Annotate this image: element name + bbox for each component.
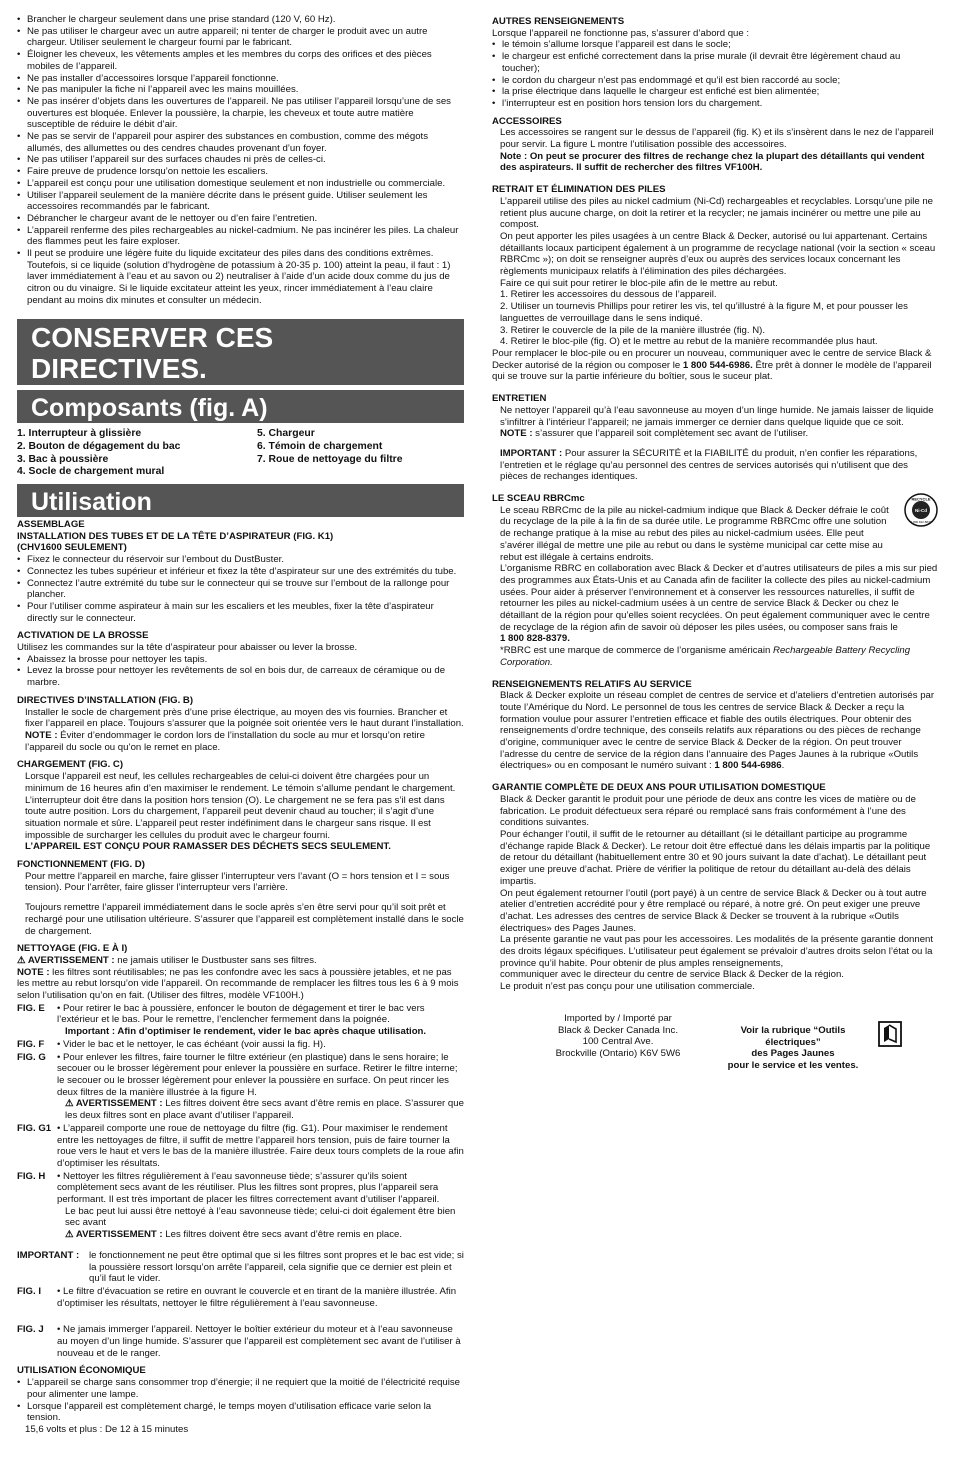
note-line: électriques” — [765, 1036, 821, 1048]
section-heading: ACTIVATION DE LA BROSSE — [17, 630, 149, 642]
footer — [528, 1013, 938, 1072]
component-item: 5. Chargeur — [257, 428, 315, 440]
list-item: • Connectez l’autre extrémité du tube sur le connecteur qui se trouve sur l’embout de la rallonge pour plancher. — [17, 578, 464, 601]
paragraph: Faire ce qui suit pour retirer le bloc-pile afin de le mettre au rebut. — [500, 277, 778, 289]
text: . — [781, 760, 785, 772]
fig-text: • L’appareil comporte une roue de nettoyage du filtre (fig. G1). Pour maximiser le rendement entre les nettoyages de filtre, il suffit de mettre l’appareil hors tension, puis de faire tourner la roue vers le haut et vers le bas de la manière illustrée. Faire deux tours complets de la roue afin d’optimiser les résultats. — [57, 1122, 464, 1169]
address-line: Black & Decker Canada Inc. — [558, 1024, 678, 1036]
paragraph: Lorsque l’appareil est neuf, les cellules rechargeables de celui-ci doivent être chargées pour un minimum de 16 heures afin d’en maximiser le rendement. Le témoin s’allume pendant le chargement. L’interrupteur doit être dans la position hors tension (O). Le chargement ne se fera pas s’il est dans toute autre position. Lors du chargement, l’appareil peut devenir chaud au toucher; il s’agit d’une situation normale et sûre. L’appareil peut rester indéfiniment dans le chargeur sans risque. Il est impossible de surcharger les cellules du produit avec le chargeur fourni. — [25, 771, 456, 841]
section-heading: CHARGEMENT (FIG. C) — [17, 759, 124, 771]
right-column — [492, 14, 938, 1072]
text: Être prêt à donner le modèle de l’appareil qui se trouve sur la partie inférieure du boîtier, sous le suceur plat. — [492, 359, 932, 383]
list-item: • Connectez les tubes supérieur et inférieur et fixez la tête d’aspirateur sur une des extrémités du tube. — [17, 566, 464, 578]
fig-text: • Vider le bac et le nettoyer, le cas échéant (voir aussi la fig. H). — [57, 1038, 326, 1050]
paragraph: On peut apporter les piles usagées à un centre Black & Decker, autorisé ou lui appartenant. Certains détaillants locaux participent également à un programme de recyclage national (voir la section « sceau RBRCmc »); on doit se renseigner auprès d’eux ou auprès des services locaux concernant les règlements municipaux relatifs à l’élimination des piles déchargées. — [500, 230, 936, 278]
text: *RBRC est une marque de commerce de l’organisme américain — [500, 645, 774, 657]
fig-f — [17, 1039, 464, 1051]
list-item: • Ne pas manipuler la fiche ni l’appareil avec les mains mouillées. — [17, 84, 464, 96]
list-item: • L’appareil se charge sans consommer trop d’énergie; il ne requiert que la moitié de l’électricité requise pour alimenter une lampe. — [17, 1377, 464, 1400]
list-item: • la prise électrique dans laquelle le chargeur est enfiché est bien alimentée; — [492, 86, 938, 98]
fig-label: FIG. F — [17, 1038, 45, 1050]
components-list — [17, 428, 464, 479]
paragraph: Le produit n’est pas conçu pour une utilisation commerciale. — [500, 981, 755, 993]
component-item: 6. Témoin de chargement — [257, 440, 383, 452]
component-item: 2. Bouton de dégagement du bac — [17, 440, 181, 452]
fig-h — [17, 1171, 464, 1241]
component-item: 7. Roue de nettoyage du filtre — [257, 453, 403, 465]
paragraph — [492, 690, 938, 772]
list-item: • Lorsque l’appareil est complètement chargé, le temps moyen d’utilisation efficace varie selon la tension. — [17, 1401, 464, 1424]
fig-label: FIG. E — [17, 1002, 45, 1014]
list-item: • le cordon du chargeur n’est pas endommagé et qu’il est bien raccordé au socle; — [492, 75, 938, 87]
note-line: pour le service et les ventes. — [727, 1059, 859, 1071]
fig-label: FIG. G1 — [17, 1122, 52, 1134]
paragraph: L’appareil utilise des piles au nickel cadmium (Ni-Cd) rechargeables et recyclables. Lorsqu’une pile ne retient plus aucune charge, on doit la retirer et la recycler; ne jamais incinérer ou mettre une pile au compost. — [500, 195, 934, 231]
section-heading: (CHV1600 SEULEMENT) — [17, 542, 127, 554]
important-text: Pour assurer la SÉCURITÉ et la FIABILITÉ du produit, n’en confier les réparations, l’entretien et le réglage qu’au personnel des centres de services autorisés qui n’utilisent que des pièces de rechanges identiques. — [500, 447, 918, 483]
step-item: 4. Retirer le bloc-pile (fig. O) et le mettre au rebut de la manière recommandée plus haut. — [500, 336, 878, 348]
section-heading: DIRECTIVES D’INSTALLATION (FIG. B) — [17, 694, 194, 706]
section-heading: ACCESSOIRES — [492, 115, 562, 127]
address-line: 100 Central Ave. — [582, 1036, 654, 1048]
paragraph: Les accessoires se rangent sur le dessus de l’appareil (fig. K) et ils s’insèrent dans le nez de l’appareil pour servir. La figure L montre l’utilisation possible des accessoires. — [500, 127, 934, 151]
fig-warning — [57, 1098, 464, 1121]
warning-text: ne jamais utiliser le Dustbuster sans ses filtres. — [114, 954, 317, 966]
list-item: • le chargeur est enfiché correctement dans la prise murale (il devrait être légèrement chaud au toucher); — [492, 51, 938, 74]
brosse-list — [17, 654, 464, 689]
list-item: • Fixez le connecteur du réservoir sur l’embout du DustBuster. — [17, 554, 464, 566]
paragraph — [492, 645, 938, 668]
list-item: • le témoin s’allume lorsque l’appareil est dans le socle; — [492, 39, 938, 51]
paragraph — [492, 348, 938, 383]
paragraph — [17, 730, 464, 753]
paragraph: 15,6 volts et plus : De 12 à 15 minutes — [25, 1423, 189, 1435]
assemblage-list — [17, 554, 464, 624]
fig-text: • Nettoyer les filtres régulièrement à l’eau savonneuse tiède; s’assurer qu’ils soient complètement secs avant de les réutiliser. Plus les filtres sont propres, plus l’appareil sera performant. Il est très important de placer les filtres correctement avant d’utiliser l’appareil. — [57, 1170, 440, 1206]
fig-g — [17, 1052, 464, 1122]
text: Black & Decker exploite un réseau complet de centres de service et d’ateliers d’entretien autorisés par toute l’Amérique du Nord. Le personnel de tous les centres de service Black & Decker a reçu la formation voulue pour assurer l’entretien efficace et fiable des outils électriques. Pour obtenir des renseignements d’ordre technique, des conseils relatifs aux réparations ou des pièces de rechange d’origine, communiquer avec le centre de service Black & Decker de la région. On peut trouver l’adresse du centre de service de la région dans l’annuaire des Pages Jaunes à la rubrique «Outils électriques» ou en composant le numéro suivant : — [500, 690, 935, 772]
banner-conserver: CONSERVER CES DIRECTIVES. — [17, 319, 464, 386]
phone-number: 1 800 544-6986 — [714, 760, 782, 772]
list-item: • Utiliser l’appareil seulement de la manière décrite dans le présent guide. Utiliser seulement les accessoires recommandés par le fabricant. — [17, 190, 464, 213]
paragraph — [17, 955, 464, 967]
fig-g1 — [17, 1123, 464, 1170]
note-text: s’assurer que l’appareil soit complètement sec avant de l’utiliser. — [532, 428, 809, 440]
text: Rechargeable Battery Recycling Corporation. — [500, 645, 911, 668]
paragraph: L’organisme RBRC en collaboration avec Black & Decker et d’autres utilisateurs de piles a mis sur pied des programmes aux États-Unis et au Canada afin de faciliter la collecte des piles au nickel-cadmium usées. Pour aider à préserver l’environnement et à conserver les ressources naturelles, il suffit de retourner les piles au nickel-cadmium usées à un centre de service Black & Decker ou chez le détaillant de la région pour qu’elles soient recyclées. On peut également communiquer avec le centre de recyclage de la région afin de savoir où déposer les piles usées, ou composer sans frais le — [500, 563, 938, 633]
important-label: IMPORTANT : — [17, 1249, 80, 1261]
paragraph: Pour mettre l’appareil en marche, faire glisser l’interrupteur vers l’avant (O = hors tension et I = sous tension). Pour l’arrêter, faire glisser l’interrupteur vers l’arrière. — [25, 870, 450, 894]
section-heading: RENSEIGNEMENTS RELATIFS AU SERVICE — [492, 678, 692, 690]
fig-label: FIG. J — [17, 1324, 44, 1336]
list-item: • Abaissez la brosse pour nettoyer les tapis. — [17, 654, 464, 666]
list-item: • L’appareil est conçu pour une utilisation domestique seulement et non industrielle ou commerciale. — [17, 178, 464, 190]
paragraph: communiquer avec le directeur du centre de service Black & Decker de la région. — [500, 969, 844, 981]
paragraph — [492, 428, 938, 440]
warning-label: ⚠ AVERTISSEMENT : — [65, 1229, 163, 1241]
important-text: le fonctionnement ne peut être optimal que si les filtres sont propres et le bac est vide; si la poussière ressort lorsqu’on arrête l’appareil, cela signifie que ce dernier est plein et qu’il faut le vider. — [89, 1249, 464, 1285]
fig-label: FIG. I — [17, 1285, 41, 1297]
section-heading: ASSEMBLAGE — [17, 519, 85, 531]
rbrc-section — [492, 493, 938, 669]
step-item: 1. Retirer les accessoires du dessous de l’appareil. — [500, 289, 717, 301]
list-item: • Il peut se produire une légère fuite du liquide excitateur des piles dans des conditions extrêmes. Toutefois, si ce liquide (solution d’hydrogène de potassium à 20-35 p. 100) atteint la peau, il faut : 1) laver immédiatement à l’eau et au savon ou 2) neutraliser à l’aide d’un acide doux comme du jus de citron ou du vinaigre. Si le liquide excitateur atteint les yeux, rincer immédiatement à l’eau claire pendant au moins dix minutes et consulter un médecin. — [17, 248, 464, 307]
list-item: • Ne pas se servir de l’appareil pour aspirer des substances en combustion, comme des mégots allumés, des allumettes ou des cendres chaudes provenant d’un foyer. — [17, 131, 464, 154]
section-heading: ENTRETIEN — [492, 393, 547, 405]
seal-bottom-text: 1.800.822.8837 — [910, 520, 932, 525]
list-item: • Brancher le chargeur seulement dans une prise standard (120 V, 60 Hz). — [17, 14, 464, 26]
rbrc-seal-icon — [904, 493, 938, 531]
banner-composants: Composants (fig. A) — [17, 390, 464, 423]
autres-list — [492, 39, 938, 109]
fig-e — [17, 1003, 464, 1038]
fig-j — [17, 1324, 464, 1359]
note-label: NOTE : — [500, 428, 533, 440]
fig-label: FIG. G — [17, 1051, 46, 1063]
important-label: IMPORTANT : — [500, 447, 563, 459]
list-item: • Levez la brosse pour nettoyer les revêtements de sol en bois dur, de carreaux de céramique ou de marbre. — [17, 665, 464, 688]
section-heading: NETTOYAGE (FIG. E À I) — [17, 943, 128, 955]
text: Pour remplacer le bloc-pile ou en procurer un nouveau, communiquer avec le centre de service Black & Decker autorisé de la région ou composer le — [492, 347, 932, 371]
note-text: les filtres sont réutilisables; ne pas les confondre avec les sacs à poussière jetables, et ne pas les mettre au rebut lorsqu’on vide l’appareil. On recommande de remplacer les filtres tous les 6 à 9 mois selon l’utilisation qu’on en fait. (Utiliser des filtres, modèle VF100H.) — [17, 966, 459, 1002]
paragraph: Le sceau RBRCmc de la pile au nickel-cadmium indique que Black & Decker défraie le coût du recyclage de la pile à la fin de sa durée utile. Le programme RBRCmc offre une solution de rechange pratique à la mise au rebut des piles au nickel-cadmium usées. Elle peut s’avérer illégal de mettre une pile au rebut ou dans le système municipal car cette mise au rebut est illégale à certains endroits. — [500, 504, 889, 563]
note-line: des Pages Jaunes — [751, 1048, 835, 1060]
safety-list — [17, 14, 464, 307]
section-heading: UTILISATION ÉCONOMIQUE — [17, 1365, 146, 1377]
step-item: 2. Utiliser un tournevis Phillips pour retirer les vis, tel qu’illustré à la figure M, et pour pousser les languettes de verrouillage dans le sens indiqué. — [500, 301, 908, 324]
component-item: 3. Bac à poussière — [17, 453, 109, 465]
note-label: NOTE : — [25, 730, 58, 741]
warning-text: Les filtres doivent être secs avant d’être remis en place. S’assurer que les deux filtres sont en place avant d’utiliser l’appareil. — [65, 1098, 464, 1122]
fig-warning — [57, 1229, 464, 1241]
left-column — [17, 14, 464, 1436]
list-item: • Ne pas utiliser le chargeur avec un autre appareil; ni tenter de charger le produit avec un autre chargeur. Utiliser seulement le chargeur fourni par le fabricant. — [17, 26, 464, 49]
paragraph: Lorsque l’appareil ne fonctionne pas, s’assurer d’abord que : — [492, 27, 750, 39]
paragraph: On peut également retourner l’outil (port payé) à un centre de service Black & Decker ou à tout autre atelier d’entretien accrédité pour y être remplacé ou réparé, à notre gré. On peut exiger une preuve d’achat. Les adresses des centres de service Black & Decker se trouvent à la rubrique «Outils électriques» des Pages Jaunes. — [500, 887, 927, 934]
seal-top-text: RECYCLE — [911, 496, 931, 502]
fig-text: • Pour retirer le bac à poussière, enfoncer le bouton de dégagement et tirer le bac vers l’extérieur et le bas. Pour le remettre, l’enclencher fermement dans la poignée. — [57, 1002, 425, 1026]
fig-text: Le bac peut lui aussi être nettoyé à l’eau savonneuse tiède; celui-ci doit également être bien sec avant — [65, 1205, 456, 1229]
paragraph: Pour échanger l’outil, il suffit de le retourner au détaillant (si le détaillant participe au programme d’échange rapide Black & Decker). Le retour doit être effectué dans les délais impartis par la politique de retour du détaillant (habituellement entre 30 et 90 jours suivant la date d’achat). Le détaillant peut exiger une preuve d’achat. Prière de vérifier la politique de retour du détaillant au-delà des délais impartis. — [500, 829, 931, 887]
section-heading: LE SCEAU RBRCmc — [492, 493, 585, 505]
section-heading: GARANTIE COMPLÈTE DE DEUX ANS POUR UTILISATION DOMESTIQUE — [492, 782, 826, 794]
section-heading: FONCTIONNEMENT (FIG. D) — [17, 859, 145, 871]
warning-text: Les filtres doivent être secs avant d’être remis en place. — [162, 1229, 403, 1241]
list-item: • Débrancher le chargeur avant de le nettoyer ou d’en faire l’entretien. — [17, 213, 464, 225]
fig-important: Important : Afin d’optimiser le rendement, vider le bac après chaque utilisation. — [65, 1026, 427, 1038]
list-item: • L’appareil renferme des piles rechargeables au nickel-cadmium. Ne pas incinérer les piles. La chaleur des flammes peut les faire exploser. — [17, 225, 464, 248]
fig-label: FIG. H — [17, 1170, 46, 1182]
list-item: • Ne pas insérer d’objets dans les ouvertures de l’appareil. Ne pas utiliser l’appareil lorsqu’une de ses ouvertures est bloquée. Enlever la poussière, la charpie, les cheveux et toute autre matière susceptible de réduire le débit d’air. — [17, 96, 464, 131]
component-item: 4. Socle de chargement mural — [17, 466, 165, 478]
component-item: 1. Interrupteur à glissière — [17, 428, 142, 440]
fig-text: • Pour enlever les filtres, faire tourner le filtre extérieur (en plastique) dans le sens horaire; le secouer ou le brosser légèrement pour enlever la poussière en surface. Retirer le filtre interne; le secouer ou le brosser légèrement pour enlever la poussière en surface. On peut rincer les deux filtres de la manière illustrée à la figure H. — [57, 1051, 458, 1098]
list-item: • Pour l’utiliser comme aspirateur à main sur les escaliers et les meubles, fixer la tête d’aspirateur directly sur le connecteur. — [17, 601, 464, 624]
paragraph: Utilisez les commandes sur la tête d’aspirateur pour abaisser ou lever la brosse. — [17, 642, 358, 654]
paragraph — [17, 967, 464, 1002]
section-heading: RETRAIT ET ÉLIMINATION DES PILES — [492, 184, 666, 196]
important-block — [17, 1250, 464, 1285]
paragraph: L’APPAREIL EST CONÇU POUR RAMASSER DES DÉCHETS SECS SEULEMENT. — [25, 841, 391, 853]
fig-text: • Ne jamais immerger l’appareil. Nettoyer le boîtier extérieur du moteur et à l’eau savonneuse au moyen d’un linge humide. S’assurer que l’appareil est complètement sec avant de l’utiliser à nouveau et de le ranger. — [57, 1324, 461, 1359]
phone-number: 1 800 828-8379. — [500, 633, 570, 645]
step-item: 3. Retirer le couvercle de la pile de la manière illustrée (fig. N). — [500, 324, 766, 336]
paragraph: La présente garantie ne vaut pas pour les accessoires. Les modalités de la présente garantie donnent des droits légaux spécifiques. L’utilisateur peut également se prévaloir d’autres droits selon l’état ou la province qu’il habite. Pour obtenir de plus amples renseignements, — [500, 934, 934, 969]
phone-number: 1 800 544-6986. — [682, 359, 753, 371]
yellow-pages-note — [718, 1025, 868, 1072]
banner-utilisation: Utilisation — [17, 484, 464, 517]
paragraph: Installer le socle de chargement près d’une prise électrique, au moyen des vis fournies. Brancher et fixer l’appareil en place. Toujours s’assurer que la poignée soit orientée vers le haut durant l’installation. — [25, 706, 464, 730]
paragraph: Ne nettoyer l’appareil qu’à l’eau savonneuse au moyen d’un linge humide. Ne jamais laisser de liquide s’infiltrer à l’intérieur l’appareil; ne jamais immerger ce dernier dans quelque liquide que ce soit. — [500, 404, 934, 428]
yellow-pages-icon — [878, 1021, 918, 1051]
paragraph: Note : On peut se procurer des filtres de rechange chez la plupart des détaillants qui vendent des aspirateurs. Il suffit de rechercher des filtres VF100H. — [500, 150, 925, 174]
seal-mid-text: Ni-Cd — [915, 508, 927, 514]
fig-text: • Le filtre d’évacuation se retire en ouvrant le couvercle et en tirant de la manière illustrée. Afin d’optimiser les résultats, nettoyer le filtre régulièrement à l’eau savonneuse. — [57, 1285, 457, 1309]
note-line: Voir la rubrique “Outils — [740, 1024, 846, 1036]
note-text: Éviter d’endommager le cordon lors de l’installation du socle au mur et lorsqu’on retire l’appareil du socle ou qu’on le remet en place. — [25, 730, 425, 753]
component-item — [257, 466, 457, 479]
eco-list — [17, 1377, 464, 1424]
paragraph — [492, 448, 938, 483]
paragraph: Black & Decker garantit le produit pour une période de deux ans contre les vices de matière ou de fabrication. Le produit défectueux sera réparé ou remplacé sans frais conformément à l’une des conditions suivantes. — [500, 793, 916, 829]
warning-label: ⚠ AVERTISSEMENT : — [65, 1098, 163, 1110]
fig-i — [17, 1286, 464, 1309]
list-item: • Éloigner les cheveux, les vêtements amples et les membres du corps des orifices et des pièces mobiles de l’appareil. — [17, 49, 464, 72]
section-heading: AUTRES RENSEIGNEMENTS — [492, 16, 625, 27]
list-item: • l’interrupteur est en position hors tension lors du chargement. — [492, 98, 938, 110]
list-item: • Faire preuve de prudence lorsqu’on nettoie les escaliers. — [17, 166, 464, 178]
list-item: • Ne pas installer d’accessoires lorsque l’appareil fonctionne. — [17, 73, 464, 85]
importer-address — [528, 1013, 708, 1060]
section-heading: INSTALLATION DES TUBES ET DE LA TÊTE D’ASPIRATEUR (FIG. K1) — [17, 530, 334, 542]
address-line: Brockville (Ontario) K6V 5W6 — [555, 1047, 681, 1059]
warning-label: ⚠ AVERTISSEMENT : — [17, 954, 115, 966]
address-line: Imported by / Importé par — [564, 1012, 672, 1024]
note-label: NOTE : — [17, 966, 50, 978]
list-item: • Ne pas utiliser l’appareil sur des surfaces chaudes ni près de celles-ci. — [17, 154, 464, 166]
paragraph: Toujours remettre l’appareil immédiatement dans le socle après s’en être servi pour qu’il soit prêt et rechargé pour une utilisation ultérieure. S’assurer que l’appareil est complètement installé dans le socle de chargement. — [25, 902, 464, 937]
